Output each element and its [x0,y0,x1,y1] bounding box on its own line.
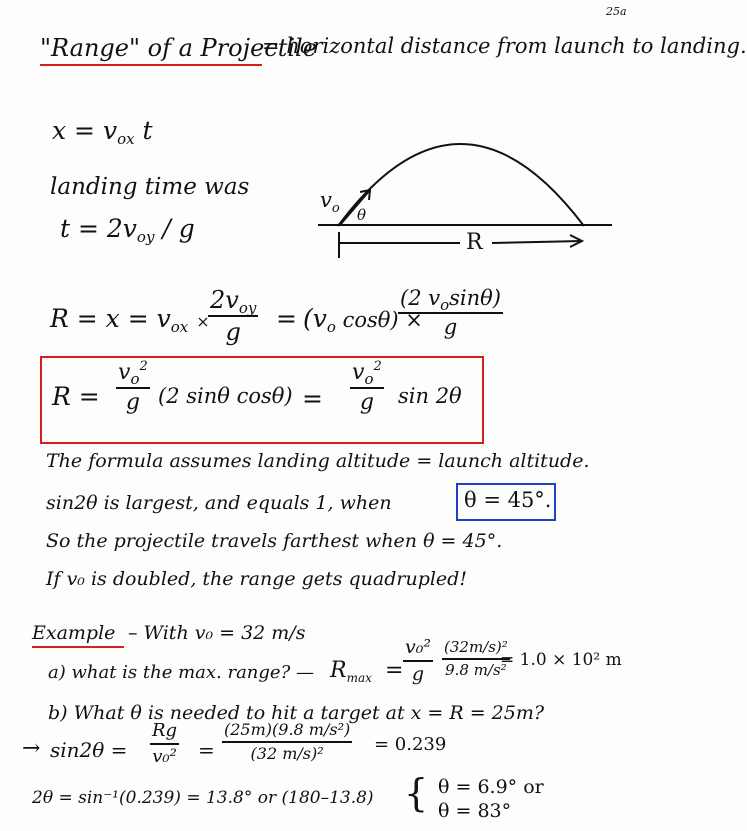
r-frac1-num [208,288,258,315]
diagram-v0-label [320,188,340,216]
box-frac2-den: g [359,390,374,415]
example-c-line: 2θ = sin⁻¹(0.239) = 13.8° or (180–13.8) [32,788,374,808]
x-v: v [102,116,118,145]
box-frac1-sub: o [130,370,140,388]
note-line-2: sin2θ is largest, and equals 1, when [46,492,392,514]
r-frac2-num-text: (2 v [400,286,441,310]
box-frac2-num [350,359,384,388]
example-b-fraction-1 [150,722,179,766]
note-line-1: The formula assumes landing altitude = launch altitude. [46,450,590,472]
v0-sub: o [331,201,340,216]
v0-letter: v [320,188,332,212]
heading-term: "Range" of a Projectile [40,34,317,62]
r-frac1-num-text: 2v [210,286,239,314]
r-fraction-2 [398,288,503,338]
x-lhs: x = [52,116,95,145]
a-frac1-den: g [411,663,425,685]
box-frac1-num [116,359,150,388]
box-frac1-v: v [118,360,131,385]
a-frac2-num: (32m/s)² [444,638,508,656]
a-frac2-den: 9.8 m/s² [445,661,507,679]
t-eq: t = 2v [60,214,137,243]
diagram-theta-label: θ [357,206,367,224]
example-b-equals: = [198,738,215,762]
t-eq-sub: oy [136,228,155,246]
landing-time-label: landing time was [50,174,250,200]
t-eq-tail: / g [162,214,195,243]
box-frac2-sup: 2 [373,359,382,374]
example-label: Example [32,622,116,644]
r-frac2-num [398,288,503,312]
note-line-2-box: θ = 45°. [464,488,552,512]
example-b-result: = 0.239 [374,734,447,755]
example-a-result: = 1.0 × 10² m [500,650,622,670]
box-tail: sin 2θ [398,384,462,408]
b-frac1-num: Rg [152,720,178,741]
r-frac2-num-tail: sinθ) [449,286,501,310]
r-lhs: R = x = [50,304,149,333]
range-derivation-lhs [50,304,210,336]
b-frac2-num: (25m)(9.8 m/s²) [224,720,351,739]
box-fraction-2 [350,359,384,415]
example-a-equals: = [385,658,404,683]
answer-1: θ = 6.9° or [438,776,544,798]
box-frac1-sup: 2 [139,359,148,374]
box-frac2-sub: o [364,370,374,388]
r-frac1-num-sub: oy [238,299,257,317]
example-a-fraction-1 [403,638,433,684]
r-paren-open: (v [303,304,327,333]
diagram-range-label: R [466,230,483,255]
x-v-sub: ox [117,130,135,148]
range-arrow-right [492,241,582,243]
answer-brace: { [404,771,429,815]
rmax-letter: R [330,658,347,683]
box-frac1-den: g [125,390,140,415]
r-paren-sub: o [326,318,336,336]
r-frac2-num-sub: o [440,296,450,314]
r-frac1-den: g [225,318,241,346]
times-sign: × [196,312,210,331]
b-frac1-den: v₀² [152,746,177,767]
example-a-rmax [330,658,372,685]
trajectory-arc [338,144,584,226]
rmax-sub: max [346,671,372,685]
note-line-3: So the projectile travels farthest when θ = 45°. [46,530,503,552]
example-underline [32,646,124,648]
answer-2: θ = 83° [438,800,512,822]
b-frac2-den: (32 m/s)² [250,744,324,763]
box-fraction-1 [116,359,150,415]
box-frac2-v: v [352,360,365,385]
example-b-sin: sin2θ = [50,738,128,762]
r-equals-1: = [276,304,297,333]
a-frac1-num: v₀² [405,636,431,658]
box-paren: (2 sinθ cosθ) [158,384,293,408]
note-line-4: If v₀ is doubled, the range gets quadrupled! [46,568,467,590]
r-fraction-1 [208,288,258,344]
r-vox-sub: ox [170,318,189,336]
heading-definition: = horizontal distance from launch to landing. [262,34,747,58]
example-b-fraction-2 [222,722,352,762]
example-intro: – With v₀ = 32 m/s [128,622,306,644]
example-a-question: a) what is the max. range? — [48,662,314,683]
example-b-arrow: → [22,736,41,761]
example-b-question: b) What θ is needed to hit a target at x = R = 25m? [48,702,545,724]
box-lhs: R = [52,382,100,411]
r-vox: v [156,304,171,333]
r-paren-tail: cosθ) × [335,308,423,332]
x-t: t [142,116,153,145]
box-equals: = [302,384,323,413]
r-frac2-den: g [443,315,458,339]
page-number: 25a [606,5,627,18]
